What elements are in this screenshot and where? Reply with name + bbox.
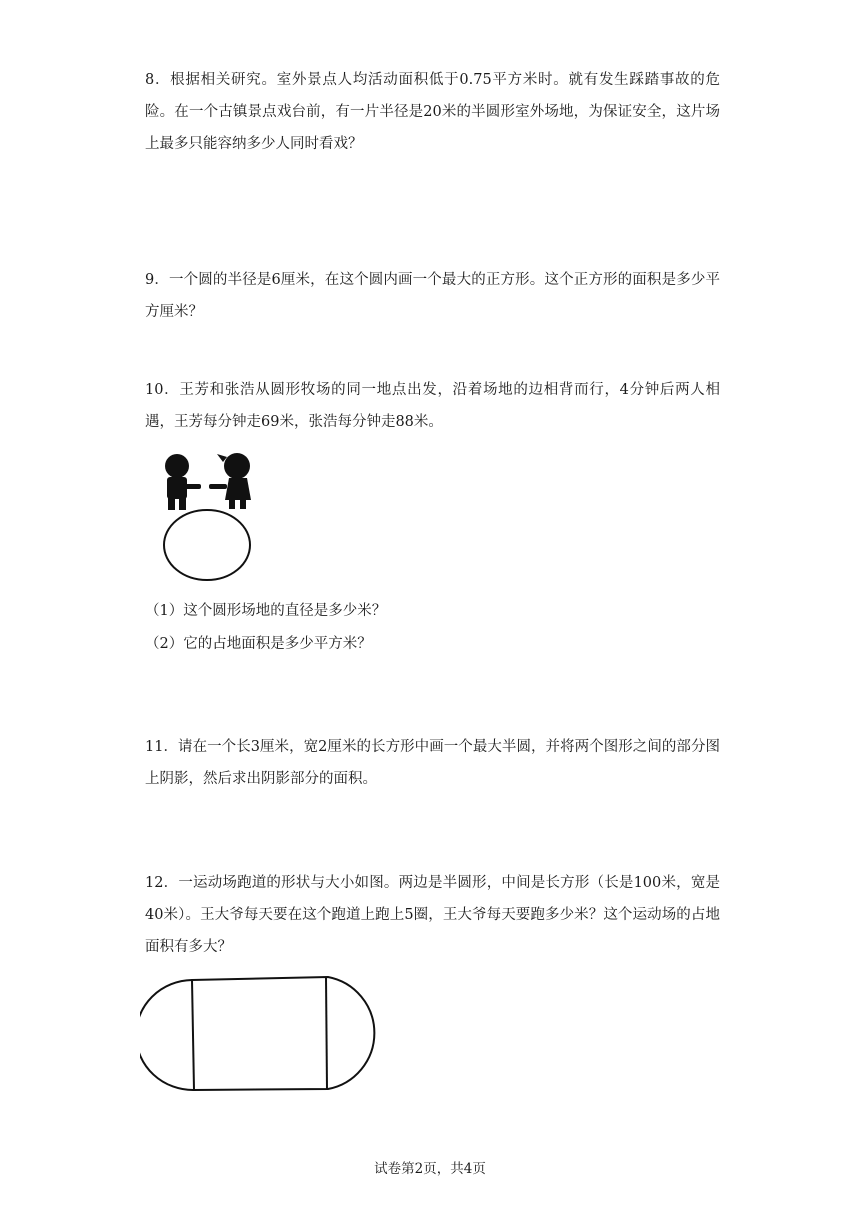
track-rect-right-edge	[326, 977, 327, 1089]
track-rect-left-edge	[192, 980, 194, 1090]
girl-figure	[209, 453, 251, 509]
question-8-text: 8．根据相关研究。室外景点人均活动面积低于0.75平方米时。就有发生踩踏事故的危险。在一个古镇景点戏台前，有一片半径是20米的半圆形室外场地，为保证安全，这片场上最多只能容纳多少人同时看戏？	[145, 72, 720, 152]
question-12-text: 12．一运动场跑道的形状与大小如图。两边是半圆形，中间是长方形（长是100米，宽是40米）。王大爷每天要在这个跑道上跑上5圈，王大爷每天要跑多少米？这个运动场的占地面积有多大？	[145, 875, 720, 955]
question-11-text: 11．请在一个长3厘米，宽2厘米的长方形中画一个最大半圆，并将两个图形之间的部分图上阴影，然后求出阴影部分的面积。	[145, 739, 720, 787]
question-9-text: 9．一个圆的半径是6厘米，在这个圆内画一个最大的正方形。这个正方形的面积是多少平方厘米？	[145, 272, 720, 320]
question-10-sub-2: （2）它的占地面积是多少平方米？	[145, 636, 372, 652]
track-outline	[140, 977, 374, 1090]
question-10-text: 10．王芳和张浩从圆形牧场的同一地点出发，沿着场地的边相背而行，4分钟后两人相遇，王芳每分钟走69米，张浩每分钟走88米。	[145, 382, 720, 430]
page-footer: 试卷第2页，共4页	[374, 1161, 486, 1177]
running-track-figure	[140, 970, 390, 1095]
children-on-circle-figure	[155, 448, 265, 584]
question-10-sub-1: （1）这个圆形场地的直径是多少米？	[145, 603, 387, 619]
circular-field	[164, 510, 250, 580]
boy-figure	[165, 454, 201, 510]
